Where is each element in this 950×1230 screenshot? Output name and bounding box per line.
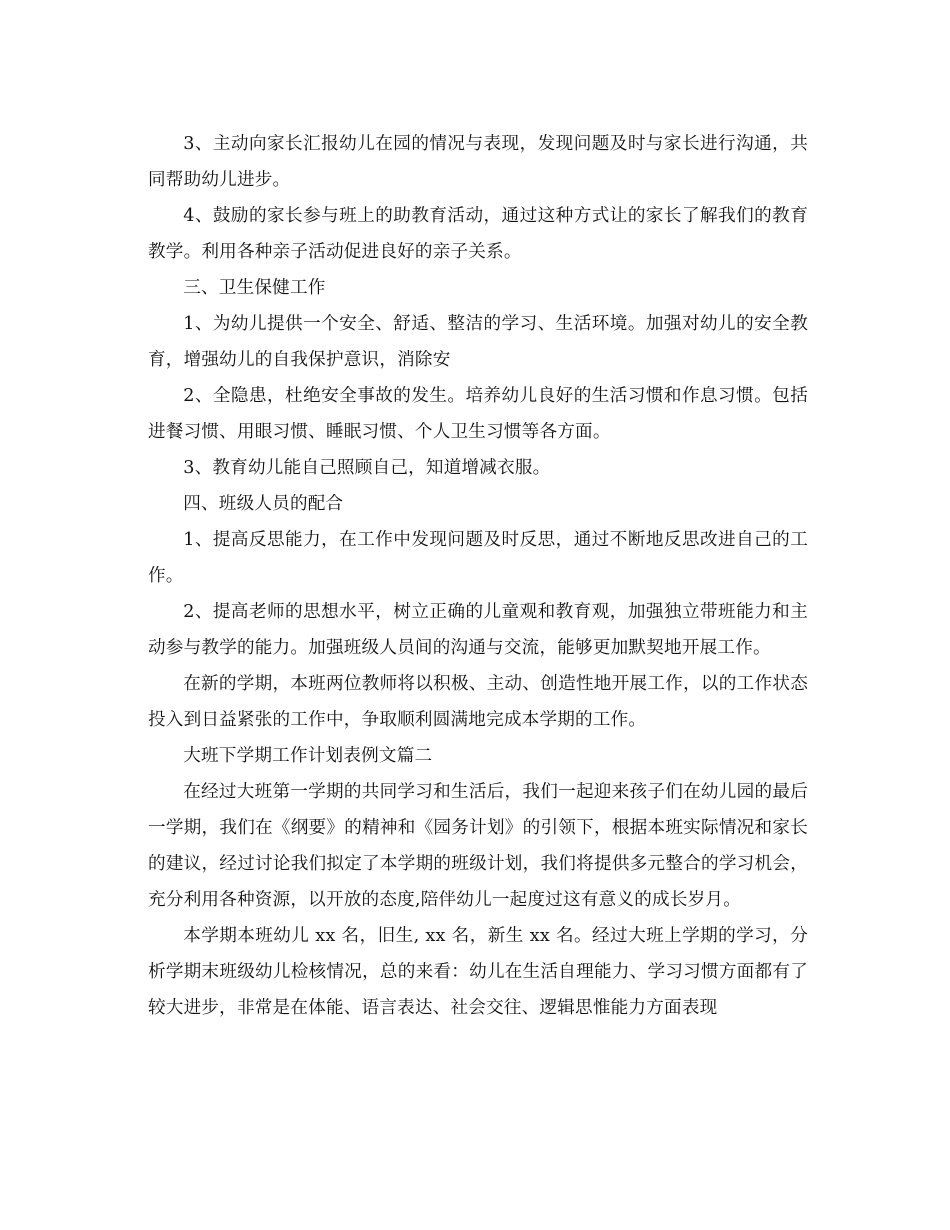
document-body <box>148 126 808 1026</box>
section-heading-health: 三、卫生保健工作 <box>183 278 326 298</box>
paragraph-parent-report: 3、主动向家长汇报幼儿在园的情况与表现，发现问题及时与家长进行沟通，共同帮助幼儿进步。 <box>148 134 808 190</box>
paragraph-reflection: 1、提高反思能力，在工作中发现问题及时反思，通过不断地反思改进自己的工作。 <box>148 530 808 586</box>
section-heading-staff-cooperation: 四、班级人员的配合 <box>183 494 344 514</box>
paragraph-parent-participation: 4、鼓励的家长参与班上的助教育活动，通过这种方式让的家长了解我们的教育教学。利用各种亲子活动促进良好的亲子关系。 <box>148 206 808 262</box>
paragraph-teacher-level: 2、提高老师的思想水平，树立正确的儿童观和教育观，加强独立带班能力和主动参与教学的能力。加强班级人员间的沟通与交流，能够更加默契地开展工作。 <box>148 602 808 658</box>
section-heading-example-two: 大班下学期工作计划表例文篇二 <box>183 746 433 766</box>
paragraph-safety-habits: 2、全隐患，杜绝安全事故的发生。培养幼儿良好的生活习惯和作息习惯。包括进餐习惯、用眼习惯、睡眠习惯、个人卫生习惯等各方面。 <box>148 386 808 442</box>
paragraph-self-care: 3、教育幼儿能自己照顾自己，知道增减衣服。 <box>183 458 551 478</box>
paragraph-new-semester: 在新的学期，本班两位教师将以积极、主动、创造性地开展工作，以的工作状态投入到日益紧张的工作中，争取顺利圆满地完成本学期的工作。 <box>148 674 808 730</box>
paragraph-last-semester: 在经过大班第一学期的共同学习和生活后，我们一起迎来孩子们在幼儿园的最后一学期，我们在《纲要》的精神和《园务计划》的引领下，根据本班实际情况和家长的建议，经过讨论我们拟定了本学期的班级计划，我们将提供多元整合的学习机会，充分利用各种资源，以开放的态度,陪伴幼儿一起度过这有意义的成长岁月。 <box>148 782 808 910</box>
paragraph-class-analysis: 本学期本班幼儿 xx 名，旧生, xx 名，新生 xx 名。经过大班上学期的学习，分析学期末班级幼儿检核情况，总的来看：幼儿在生活自理能力、学习习惯方面都有了较大进步，非常是在体能、语言表达、社会交往、逻辑思惟能力方面表现 <box>148 926 808 1018</box>
paragraph-safe-environment: 1、为幼儿提供一个安全、舒适、整洁的学习、生活环境。加强对幼儿的安全教育，增强幼儿的自我保护意识，消除安 <box>148 314 808 370</box>
